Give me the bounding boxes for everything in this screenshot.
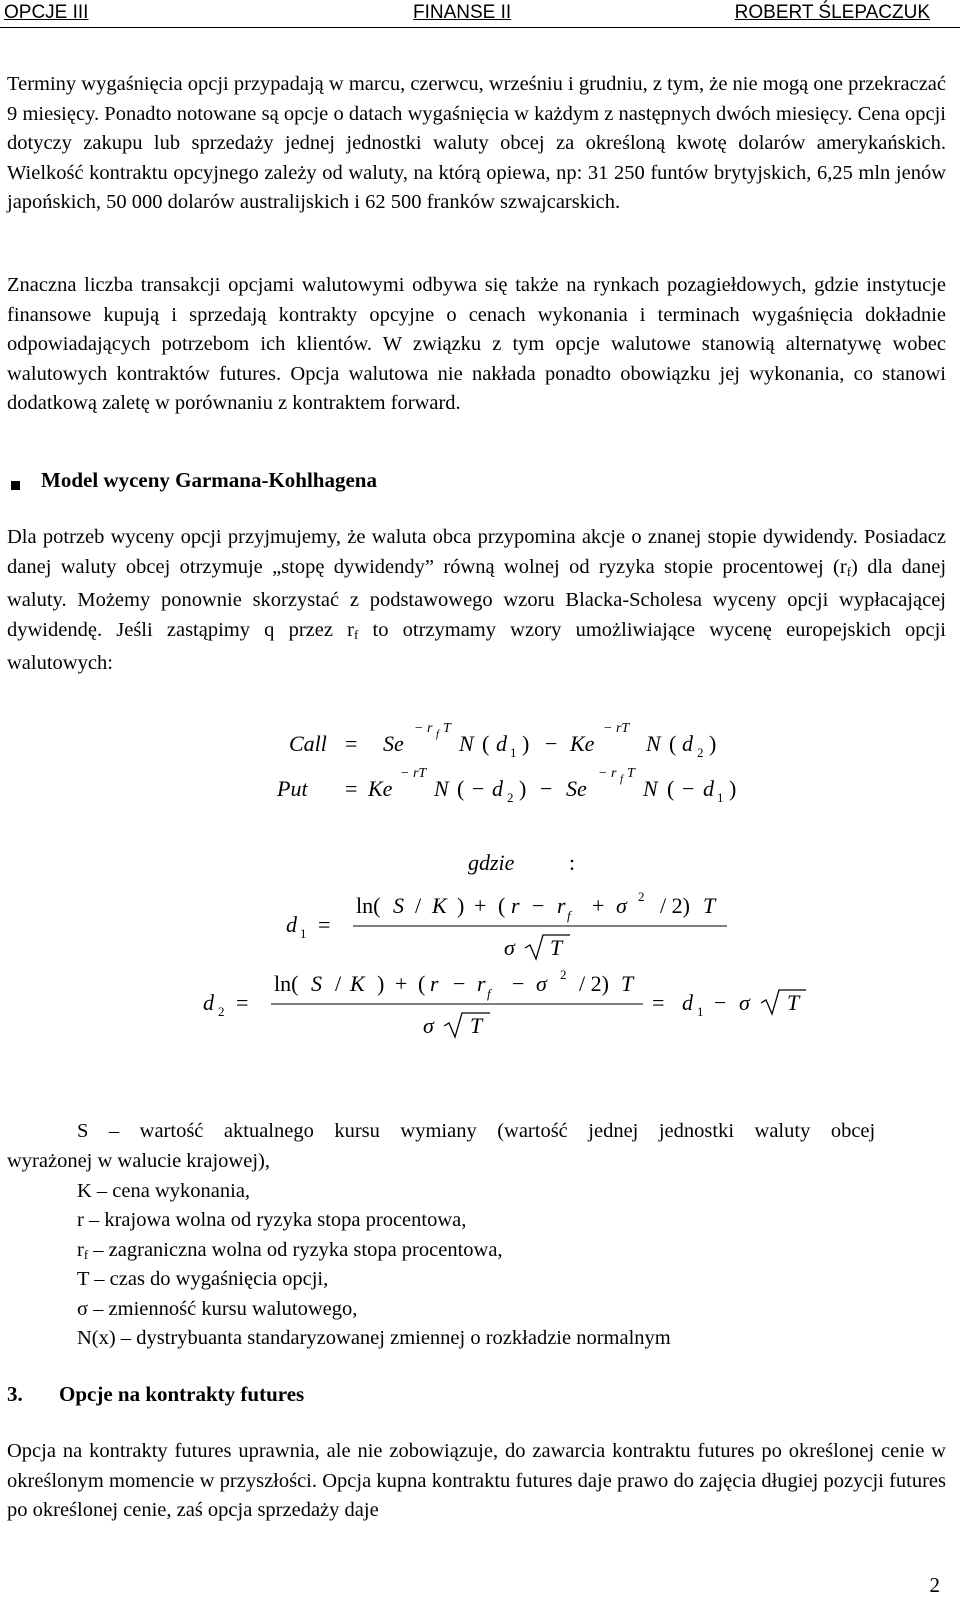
d1-rf: r: [557, 893, 566, 918]
d2-rf: r: [477, 971, 486, 996]
call-ke: Ke: [570, 731, 595, 756]
call-exp1-f: f: [436, 728, 440, 740]
call-rp1: ): [522, 731, 530, 756]
d2-slash: /: [335, 971, 342, 996]
d1-plus1: +: [474, 893, 487, 918]
paragraph-futures-options: Opcja na kontrakty futures uprawnia, ale nie zobowiązuje, do zawarcia kontraktu futures po określonej cenie w określonym momencie w przyszłości. Opcja kupna kontraktu futures daje prawo do zajęcia długiej pozycji futures po określonej cenie, zaś opcja sprzedaży daje: [7, 1440, 946, 1521]
d1-lp: (: [498, 893, 506, 918]
d2-den-sigma: σ: [423, 1013, 434, 1038]
put-d1: d: [703, 776, 714, 801]
put-N2: N: [643, 776, 658, 801]
put-lp1: (: [457, 776, 465, 801]
d2-ln: ln(: [274, 971, 299, 996]
d2-rhs-d: d: [682, 990, 693, 1015]
put-d2-sub: 2: [507, 790, 514, 805]
call-N1: N: [459, 731, 474, 756]
d1-sqrt-icon: [525, 935, 570, 959]
d2-rhs-sub: 1: [697, 1004, 704, 1019]
header-right: ROBERT ŚLEPACZUK: [734, 2, 930, 23]
d2-lp: (: [418, 971, 426, 996]
legend-t: T – czas do wygaśnięcia opcji,: [77, 1268, 329, 1290]
legend-s-line1: S – wartość aktualnego kursu wymiany (wartość jednej jednostki waluty obcej: [77, 1120, 876, 1142]
put-lp2: (: [667, 776, 675, 801]
d2-den-T: T: [470, 1013, 483, 1038]
d2-rhs-sigma: σ: [739, 990, 750, 1015]
p3-subscript-f: f: [846, 563, 852, 579]
header-left: OPCJE III: [4, 2, 89, 23]
put-exp2: − r: [598, 766, 617, 781]
d2-r: r: [430, 971, 439, 996]
put-N1: N: [434, 776, 449, 801]
legend-rf-symbol: r: [77, 1239, 84, 1261]
put-eq: =: [345, 776, 358, 801]
p3-text-b: ) dla danej waluty. Możemy ponownie skorzystać z podstawowego wzoru Blacka-Scholesa wyceny opcji wypłacającej dywidendę. Jeśli zastąpimy q przez r: [7, 555, 947, 641]
legend-s-line2: wyrażonej w walucie krajowej),: [7, 1150, 270, 1172]
d1-minus: −: [532, 893, 545, 918]
d1-half: / 2): [660, 893, 690, 918]
d2-sq: 2: [560, 967, 567, 982]
call-lhs: Call: [289, 731, 327, 756]
d1-slash: /: [415, 893, 422, 918]
d1-S: S: [393, 893, 404, 918]
d2-eq2: =: [652, 990, 665, 1015]
put-rp1: ): [519, 776, 527, 801]
call-d1-sub: 1: [510, 745, 517, 760]
d2-lhs: d: [203, 990, 214, 1015]
d2-S: S: [311, 971, 322, 996]
call-se: Se: [383, 731, 404, 756]
call-d2-sub: 2: [697, 745, 704, 760]
legend-k: K – cena wykonania,: [77, 1180, 251, 1202]
d2-lhs-sub: 2: [218, 1004, 225, 1019]
legend-sigma: σ – zmienność kursu walutowego,: [77, 1298, 358, 1320]
d2-T: T: [621, 971, 634, 996]
call-d1: d: [496, 731, 507, 756]
p3-subscript-f2: f: [353, 626, 359, 642]
gdzie-colon: :: [569, 850, 576, 875]
d1-lhs-sub: 1: [300, 926, 307, 941]
d1-K: K: [432, 893, 447, 918]
d1-plus2: +: [592, 893, 605, 918]
d2-minus1: −: [453, 971, 466, 996]
call-exp1-T: T: [443, 721, 451, 736]
d1-T: T: [703, 893, 716, 918]
call-lp1: (: [482, 731, 490, 756]
d2-sigma: σ: [536, 971, 547, 996]
d1-ln: ln(: [356, 893, 381, 918]
gdzie-label: gdzie: [468, 850, 515, 875]
d2-rf-sub: f: [487, 986, 491, 1001]
legend-n: N(x) – dystrybuanta standaryzowanej zmiennej o rozkładzie normalnym: [77, 1327, 671, 1349]
put-exp1: − rT: [400, 766, 427, 781]
put-exp2-T: T: [627, 766, 635, 781]
call-minus: −: [545, 731, 558, 756]
d1-rf-sub: f: [567, 908, 571, 923]
d2-sqrt-icon: [444, 1013, 490, 1037]
put-d2: d: [492, 776, 503, 801]
put-minus3: −: [682, 776, 695, 801]
d1-lhs: d: [286, 912, 297, 937]
put-se: Se: [566, 776, 587, 801]
d1-rp: ): [457, 893, 465, 918]
d1-eq: =: [318, 912, 331, 937]
paragraph-expiry-terms: Terminy wygaśnięcia opcji przypadają w marcu, czerwcu, wrześniu i grudniu, z tym, że nie mogą one przekraczać 9 miesięcy. Ponadto notowane są opcje o datach wygaśnięcia w każdym z następnych dwóch miesięcy. Cena opcji dotyczy zakupu lub sprzedaży jednej jednostki waluty obcej za określoną kwotę dolarów amerykańskich. Wielkość kontraktu opcyjnego zależy od waluty, na którą opiewa, np: 31 250 funtów brytyjskich, 6,25 mln jenów japońskich, 50 000 dolarów australijskich i 62 500 franków szwajcarskich.: [7, 73, 946, 213]
d2-minus2: −: [512, 971, 525, 996]
header-center: FINANSE II: [413, 2, 512, 23]
section-number: 3.: [7, 1382, 23, 1406]
put-lhs: Put: [277, 776, 308, 801]
call-N2: N: [646, 731, 661, 756]
d2-plus: +: [395, 971, 408, 996]
d2-rp: ): [377, 971, 385, 996]
call-lp2: (: [669, 731, 677, 756]
d1-sq: 2: [638, 889, 645, 904]
put-rp2: ): [729, 776, 737, 801]
d2-half: / 2): [579, 971, 609, 996]
put-minus2: −: [540, 776, 553, 801]
d2-rhs-T: T: [787, 990, 800, 1015]
legend-rf-text: – zagraniczna wolna od ryzyka stopa procentowa,: [88, 1239, 503, 1261]
put-ke: Ke: [368, 776, 393, 801]
d1-r: r: [511, 893, 520, 918]
put-d1-sub: 1: [717, 790, 724, 805]
put-exp2-f: f: [620, 773, 624, 785]
d2-rhs-minus: −: [714, 990, 727, 1015]
legend-r: r – krajowa wolna od ryzyka stopa procentowa,: [77, 1209, 467, 1231]
p3-text-c: to otrzymamy wzory umożliwiające wycenę europejskich opcji walutowych:: [7, 618, 946, 674]
call-exp1: − r: [414, 721, 433, 736]
call-eq: =: [345, 731, 358, 756]
call-exp2: − rT: [603, 721, 630, 736]
heading-model: Model wyceny Garmana-Kohlhagena: [41, 468, 377, 492]
d2-rhs-sqrt-icon: [761, 990, 806, 1014]
legend-rf-subscript: f: [83, 1247, 89, 1262]
d2-K: K: [350, 971, 365, 996]
page-number: 2: [929, 1573, 940, 1597]
d1-sigma: σ: [616, 893, 627, 918]
call-d2: d: [682, 731, 693, 756]
p3-text-a: Dla potrzeb wyceny opcji przyjmujemy, że waluta obca przypomina akcje o znanej stopie dywidendy. Posiadacz danej waluty obcej otrzymuje „stopę dywidendy” równą wolnej od ryzyka stopie procentowej (r: [7, 526, 946, 578]
d1-den-sigma: σ: [504, 935, 515, 960]
put-minus1: −: [472, 776, 485, 801]
d1-den-T: T: [550, 935, 563, 960]
section-title: Opcje na kontrakty futures: [59, 1382, 305, 1406]
call-rp2: ): [709, 731, 717, 756]
d2-eq: =: [236, 990, 249, 1015]
paragraph-otc-options: Znaczna liczba transakcji opcjami walutowymi odbywa się także na rynkach pozagiełdowych, gdzie instytucje finansowe kupują i sprzedają kontrakty opcyjne o cenach wykonania i terminach wygaśnięcia dokładnie odpowiadających potrzebom ich klientów. W związku z tym opcje walutowe stanowią alternatywę wobec walutowych kontraktów futures. Opcja walutowa nie nakłada ponadto obowiązku jej wykonania, co stanowi dodatkową zaletę w porównaniu z kontraktem forward.: [7, 274, 946, 414]
